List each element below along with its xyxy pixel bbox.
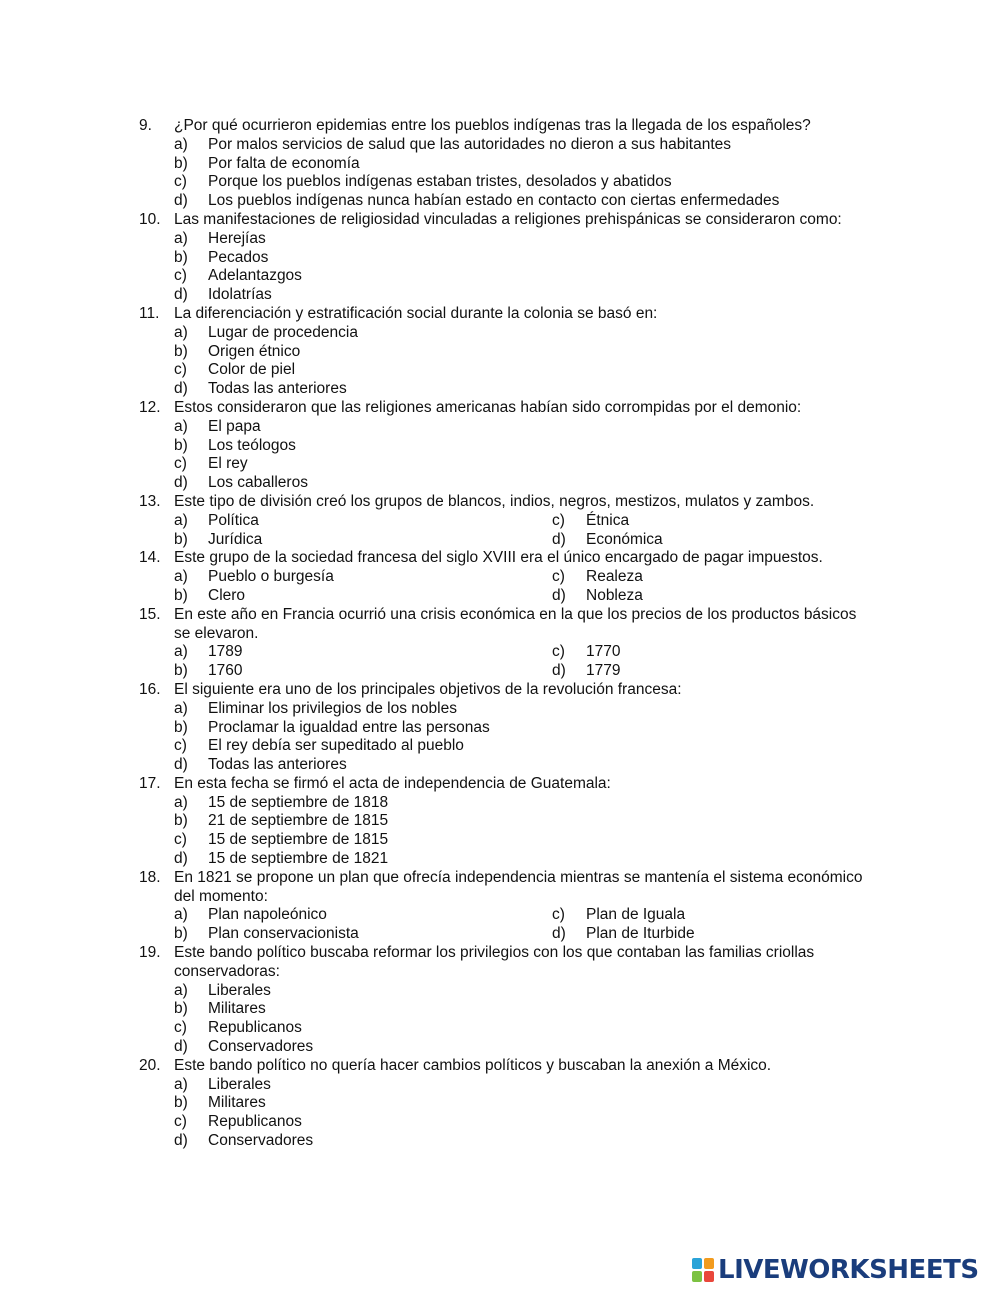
option-text: Conservadores — [208, 1132, 314, 1150]
question-text: Este bando político no quería hacer cambios políticos y buscaban la anexión a México. — [174, 1056, 772, 1074]
option-item[interactable] — [0, 719, 1000, 738]
question-number: 19. — [139, 944, 161, 962]
question-row — [0, 681, 874, 700]
options — [0, 982, 1000, 1057]
option-item[interactable] — [0, 587, 1000, 606]
option-letter: b) — [174, 1000, 188, 1018]
option-letter: c) — [174, 831, 187, 849]
option-text: El rey — [208, 455, 248, 473]
option-letter: d) — [174, 756, 188, 774]
question-number: 17. — [139, 774, 161, 792]
option-item[interactable] — [0, 643, 1000, 662]
option-letter: a) — [174, 417, 188, 435]
question-14 — [0, 549, 1000, 605]
option-letter: c) — [174, 1019, 187, 1037]
option-letter: c) — [552, 568, 565, 586]
options — [0, 794, 1000, 869]
option-letter: b) — [174, 530, 188, 548]
option-letter: a) — [174, 643, 188, 661]
option-text: Plan napoleónico — [208, 906, 327, 924]
option-letter: d) — [174, 192, 188, 210]
option-text: Plan de Iguala — [586, 906, 686, 924]
option-letter: a) — [174, 568, 188, 586]
option-item[interactable] — [0, 136, 1000, 155]
option-letter: b) — [174, 154, 188, 172]
option-item[interactable] — [0, 700, 1000, 719]
liveworksheets-brand[interactable] — [692, 1256, 979, 1284]
option-text: Todas las anteriores — [208, 380, 347, 398]
option-text: Por malos servicios de salud que las autoridades no dieron a sus habitantes — [208, 135, 732, 153]
option-letter: b) — [174, 1094, 188, 1112]
question-12 — [0, 399, 1000, 493]
options — [0, 700, 1000, 775]
option-item[interactable] — [0, 192, 1000, 211]
question-text: La diferenciación y estratificación social durante la colonia se basó en: — [174, 304, 658, 322]
option-text: Plan de Iturbide — [586, 925, 695, 943]
options — [0, 1076, 1000, 1151]
option-letter: d) — [174, 380, 188, 398]
option-item[interactable] — [0, 1094, 1000, 1113]
question-number: 12. — [139, 398, 161, 416]
option-item[interactable] — [0, 474, 1000, 493]
option-item[interactable] — [0, 756, 1000, 775]
option-item[interactable] — [0, 531, 1000, 550]
option-letter: a) — [174, 135, 188, 153]
option-text: Los teólogos — [208, 436, 296, 454]
option-text: 1779 — [586, 662, 621, 680]
option-text: Origen étnico — [208, 342, 301, 360]
option-letter: b) — [174, 925, 188, 943]
option-item[interactable] — [0, 662, 1000, 681]
question-row — [0, 775, 874, 794]
question-text: Este grupo de la sociedad francesa del siglo XVIII era el único encargado de pagar impuestos. — [174, 549, 823, 567]
option-item[interactable] — [0, 1000, 1000, 1019]
option-text: Todas las anteriores — [208, 756, 347, 774]
option-text: Militares — [208, 1000, 266, 1018]
option-letter: d) — [174, 1132, 188, 1150]
question-11 — [0, 305, 1000, 399]
option-letter: d) — [552, 925, 566, 943]
question-text: En esta fecha se firmó el acta de independencia de Guatemala: — [174, 774, 611, 792]
question-row — [0, 869, 874, 907]
option-letter: a) — [174, 229, 188, 247]
option-text: 1789 — [208, 643, 243, 661]
option-text: Económica — [586, 530, 663, 548]
option-text: 21 de septiembre de 1815 — [208, 812, 389, 830]
question-text: En 1821 se propone un plan que ofrecía independencia mientras se mantenía el sistema económico del momento: — [174, 868, 863, 905]
question-20 — [0, 1057, 1000, 1151]
option-letter: d) — [174, 474, 188, 492]
option-letter: d) — [552, 586, 566, 604]
option-letter: b) — [174, 812, 188, 830]
option-letter: d) — [552, 662, 566, 680]
question-number: 18. — [139, 868, 161, 886]
option-item[interactable] — [0, 343, 1000, 362]
option-text: Política — [208, 511, 259, 529]
option-text: Republicanos — [208, 1019, 302, 1037]
option-item[interactable] — [0, 249, 1000, 268]
option-letter: a) — [174, 511, 188, 529]
option-text: 15 de septiembre de 1815 — [208, 831, 389, 849]
option-item[interactable] — [0, 1132, 1000, 1151]
worksheet — [0, 117, 1000, 1151]
option-text: 15 de septiembre de 1818 — [208, 793, 389, 811]
option-item[interactable] — [0, 1076, 1000, 1095]
option-text: Liberales — [208, 1075, 271, 1093]
option-text: Idolatrías — [208, 286, 272, 304]
option-text: Realeza — [586, 568, 643, 586]
option-letter: c) — [174, 455, 187, 473]
option-letter: a) — [174, 1075, 188, 1093]
option-letter: d) — [174, 1038, 188, 1056]
option-text: Conservadores — [208, 1038, 314, 1056]
option-item[interactable] — [0, 568, 1000, 587]
option-text: Pecados — [208, 248, 269, 266]
option-text: Republicanos — [208, 1113, 302, 1131]
option-text: Clero — [208, 586, 246, 604]
option-letter: a) — [174, 906, 188, 924]
question-text: Estos consideraron que las religiones americanas habían sido corrompidas por el demonio: — [174, 398, 802, 416]
question-text: Este tipo de división creó los grupos de blancos, indios, negros, mestizos, mulatos y zambos. — [174, 492, 815, 510]
question-row — [0, 211, 874, 230]
options — [0, 512, 1000, 550]
option-letter: c) — [174, 361, 187, 379]
option-text: Proclamar la igualdad entre las personas — [208, 718, 490, 736]
option-item[interactable] — [0, 418, 1000, 437]
question-9 — [0, 117, 1000, 211]
option-letter: b) — [174, 718, 188, 736]
option-item[interactable] — [0, 925, 1000, 944]
option-text: Plan conservacionista — [208, 925, 359, 943]
option-letter: d) — [174, 286, 188, 304]
option-item[interactable] — [0, 380, 1000, 399]
option-item[interactable] — [0, 324, 1000, 343]
option-text: El rey debía ser supeditado al pueblo — [208, 737, 464, 755]
options — [0, 906, 1000, 944]
option-text: Pueblo o burgesía — [208, 568, 334, 586]
option-letter: c) — [552, 906, 565, 924]
option-letter: c) — [174, 173, 187, 191]
option-text: El papa — [208, 417, 261, 435]
option-letter: b) — [174, 248, 188, 266]
option-text: 1770 — [586, 643, 621, 661]
question-row — [0, 117, 874, 136]
option-letter: c) — [552, 643, 565, 661]
option-item[interactable] — [0, 286, 1000, 305]
option-text: Los caballeros — [208, 474, 308, 492]
option-item[interactable] — [0, 173, 1000, 192]
question-row — [0, 944, 874, 982]
option-letter: a) — [174, 793, 188, 811]
option-letter: c) — [174, 1113, 187, 1131]
option-letter: b) — [174, 342, 188, 360]
option-item[interactable] — [0, 512, 1000, 531]
brand-name: LIVEWORKSHEETS — [718, 1255, 979, 1285]
option-text: Militares — [208, 1094, 266, 1112]
option-item[interactable] — [0, 737, 1000, 756]
question-row — [0, 1057, 874, 1076]
option-text: Adelantazgos — [208, 267, 302, 285]
option-item[interactable] — [0, 1113, 1000, 1132]
option-text: Nobleza — [586, 586, 643, 604]
option-text: 1760 — [208, 662, 243, 680]
question-row — [0, 493, 874, 512]
option-letter: d) — [552, 530, 566, 548]
option-item[interactable] — [0, 361, 1000, 380]
option-letter: a) — [174, 981, 188, 999]
question-row — [0, 305, 874, 324]
options — [0, 643, 1000, 681]
question-number: 14. — [139, 549, 161, 567]
options — [0, 136, 1000, 211]
question-number: 16. — [139, 680, 161, 698]
options — [0, 568, 1000, 606]
option-text: Lugar de procedencia — [208, 323, 358, 341]
options — [0, 230, 1000, 305]
question-text: En este año en Francia ocurrió una crisis económica en la que los precios de los productos básicos se elevaron. — [174, 605, 857, 642]
option-text: 15 de septiembre de 1821 — [208, 850, 389, 868]
option-letter: b) — [174, 662, 188, 680]
option-letter: b) — [174, 586, 188, 604]
question-text: Las manifestaciones de religiosidad vinculadas a religiones prehispánicas se consideraron como: — [174, 210, 842, 228]
option-letter: a) — [174, 323, 188, 341]
options — [0, 418, 1000, 493]
option-text: Liberales — [208, 981, 271, 999]
question-17 — [0, 775, 1000, 869]
option-letter: c) — [174, 737, 187, 755]
question-number: 11. — [139, 304, 160, 322]
option-item[interactable] — [0, 831, 1000, 850]
option-text: Jurídica — [208, 530, 263, 548]
question-13 — [0, 493, 1000, 549]
options — [0, 324, 1000, 399]
option-text: Étnica — [586, 511, 630, 529]
question-19 — [0, 944, 1000, 1057]
question-16 — [0, 681, 1000, 775]
question-number: 15. — [139, 605, 161, 623]
question-row — [0, 549, 874, 568]
option-item[interactable] — [0, 267, 1000, 286]
option-text: Eliminar los privilegios de los nobles — [208, 699, 457, 717]
question-text: Este bando político buscaba reformar los privilegios con los que contaban las familias criollas conservadoras: — [174, 944, 815, 980]
question-10 — [0, 211, 1000, 305]
question-number: 9. — [139, 117, 152, 134]
question-15 — [0, 606, 1000, 681]
question-text: El siguiente era uno de los principales objetivos de la revolución francesa: — [174, 680, 682, 698]
liveworksheets-logo-icon — [692, 1258, 714, 1282]
option-letter: c) — [552, 511, 565, 529]
option-item[interactable] — [0, 794, 1000, 813]
question-row — [0, 606, 874, 644]
option-letter: a) — [174, 699, 188, 717]
option-text: Herejías — [208, 229, 266, 247]
question-number: 13. — [139, 492, 161, 510]
option-item[interactable] — [0, 812, 1000, 831]
option-letter: d) — [174, 850, 188, 868]
option-item[interactable] — [0, 230, 1000, 249]
option-text: Por falta de economía — [208, 154, 360, 172]
option-text: Los pueblos indígenas nunca habían estado en contacto con ciertas enfermedades — [208, 192, 780, 210]
option-item[interactable] — [0, 982, 1000, 1001]
question-number: 10. — [139, 210, 161, 228]
option-item[interactable] — [0, 1038, 1000, 1057]
option-item[interactable] — [0, 850, 1000, 869]
question-row — [0, 399, 874, 418]
option-item[interactable] — [0, 1019, 1000, 1038]
option-letter: b) — [174, 436, 188, 454]
option-text: Color de piel — [208, 361, 296, 379]
option-item[interactable] — [0, 437, 1000, 456]
question-number: 20. — [139, 1056, 161, 1074]
option-item[interactable] — [0, 455, 1000, 474]
option-item[interactable] — [0, 906, 1000, 925]
question-text: ¿Por qué ocurrieron epidemias entre los pueblos indígenas tras la llegada de los españoles? — [174, 117, 811, 134]
option-item[interactable] — [0, 155, 1000, 174]
option-text: Porque los pueblos indígenas estaban tristes, desolados y abatidos — [208, 173, 672, 191]
question-18 — [0, 869, 1000, 944]
option-letter: c) — [174, 267, 187, 285]
